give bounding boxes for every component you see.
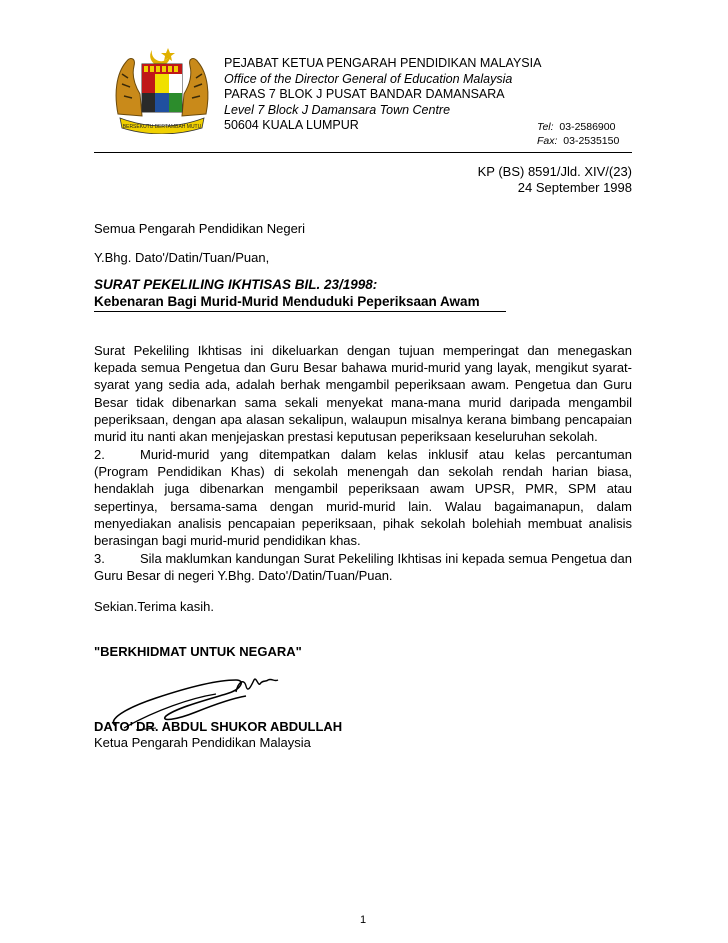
- circular-title: [94, 276, 506, 312]
- salutation: Y.Bhg. Dato'/Datin/Tuan/Puan,: [94, 250, 270, 265]
- paragraph-2-text: Murid-murid yang ditempatkan dalam kelas inklusif atau kelas percantuman (Program Pendidikan Khas) di sekolah menengah dan sekolah rendah harian biasa, hendaklah juga dibenarkan mengambil peperiksaan awam UPSR, PMR, SPM atau sepertinya, bersama-sama dengan murid-murid lain. Walau bagaimanapun, dalam menyediakan analisis pencapaian peperiksaan, pihak sekolah bolehiah membuat analisis berasingan bagi murid-murid pendidikan khas.: [94, 447, 632, 549]
- page-number: 1: [360, 914, 367, 926]
- motto: "BERKHIDMAT UNTUK NEGARA": [94, 644, 302, 659]
- circular-number: SURAT PEKELILING IKHTISAS BIL. 23/1998:: [94, 277, 378, 292]
- paragraph-2: [94, 446, 632, 549]
- malaysia-coat-of-arms-logo: [112, 44, 212, 134]
- signatory-position: Ketua Pengarah Pendidikan Malaysia: [94, 735, 311, 750]
- reference-number: KP (BS) 8591/Jld. XIV/(23): [477, 164, 632, 179]
- letterhead-address: PARAS 7 BLOK J PUSAT BANDAR DAMANSARA: [224, 87, 505, 101]
- reference-block: [478, 164, 632, 196]
- letterhead-org-name: PEJABAT KETUA PENGARAH PENDIDIKAN MALAYSIA: [224, 56, 542, 70]
- signatory-name: DATO’ DR. ABDUL SHUKOR ABDULLAH: [94, 719, 343, 734]
- letterhead-divider: [94, 152, 632, 153]
- telephone-line: Tel: 03-2586900: [537, 121, 616, 133]
- svg-text:BERSEKUTU BERTAMBAH MUTU: BERSEKUTU BERTAMBAH MUTU: [122, 124, 202, 130]
- letterhead-org-name-en: Office of the Director General of Education Malaysia: [224, 71, 513, 86]
- paragraph-3-text: Sila maklumkan kandungan Surat Pekeliling Ikhtisas ini kepada semua Pengetua dan Guru Besar di negeri Y.Bhg. Dato'/Datin/Tuan/Puan.: [94, 551, 632, 584]
- closing: Sekian.Terima kasih.: [94, 599, 214, 614]
- recipient: Semua Pengarah Pendidikan Negeri: [94, 221, 306, 236]
- letter-date: 24 September 1998: [517, 180, 632, 195]
- letterhead-postcode: 50604 KUALA LUMPUR: [224, 118, 359, 132]
- paragraph-3-number: 3.: [94, 551, 105, 566]
- letterhead-address-en: Level 7 Block J Damansara Town Centre: [224, 102, 451, 117]
- paragraph-2-number: 2.: [94, 447, 105, 462]
- paragraph-3: [94, 550, 632, 584]
- paragraph-1: Surat Pekeliling Ikhtisas ini dikeluarkan dengan tujuan memperingat dan menegaskan kepada semua Pengetua dan Guru Besar bahawa murid-murid yang layak, mengikut syarat-syarat yang sedia ada, adalah berhak mengambil peperiksaan awam. Pengetua dan Guru Besar tidak dibenarkan sama sekali menyekat mana-mana murid daripada mengambil peperiksaan, dengan apa alasan sekalipun, walaupun misalnya kerana bimbang pencapaian murid itu nanti akan menjejaskan prestasi keputusan peperiksaan keseluruhan sekolah.: [94, 343, 632, 445]
- circular-subject: Kebenaran Bagi Murid-Murid Menduduki Peperiksaan Awam: [94, 293, 506, 312]
- fax-line: Fax: 03-2535150: [537, 135, 620, 147]
- letterhead-contact: [537, 120, 619, 148]
